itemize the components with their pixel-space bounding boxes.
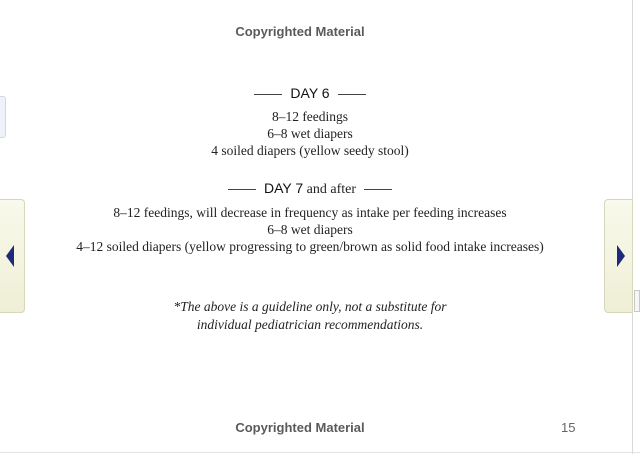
disclaimer-line: individual pediatrician recommendations. [196,317,424,332]
heading-suffix: and after [306,182,357,197]
page-number: 15 [561,420,576,435]
heading-day-label: DAY 6 [290,85,330,101]
guideline-line: 8–12 feedings, will decrease in frequency as intake per feeding increases [113,205,507,220]
scroll-handle[interactable] [634,290,640,312]
copyright-watermark-top: Copyrighted Material [235,24,365,39]
guideline-line: 8–12 feedings [271,109,349,124]
heading-rule-right [338,94,366,95]
copyright-watermark-bottom: Copyrighted Material [235,420,365,435]
section-body-day7 [0,204,620,255]
heading-rule-left [254,94,282,95]
viewer-frame-bottom [0,452,640,453]
heading-rule-right [364,189,392,190]
heading-day-label: DAY 7 [263,180,304,196]
heading-rule-left [228,189,256,190]
disclaimer-line: *The above is a guideline only, not a substitute for [173,299,447,314]
guideline-line: 4–12 soiled diapers (yellow progressing to green/brown as solid food intake increases) [76,239,544,254]
section-heading-day6 [0,85,620,103]
guideline-line: 6–8 wet diapers [267,222,353,237]
section-body-day6 [0,108,620,159]
guideline-line: 6–8 wet diapers [267,126,353,141]
section-heading-day7 [0,180,620,198]
guideline-line: 4 soiled diapers (yellow seedy stool) [211,143,409,158]
disclaimer-note [0,298,620,334]
